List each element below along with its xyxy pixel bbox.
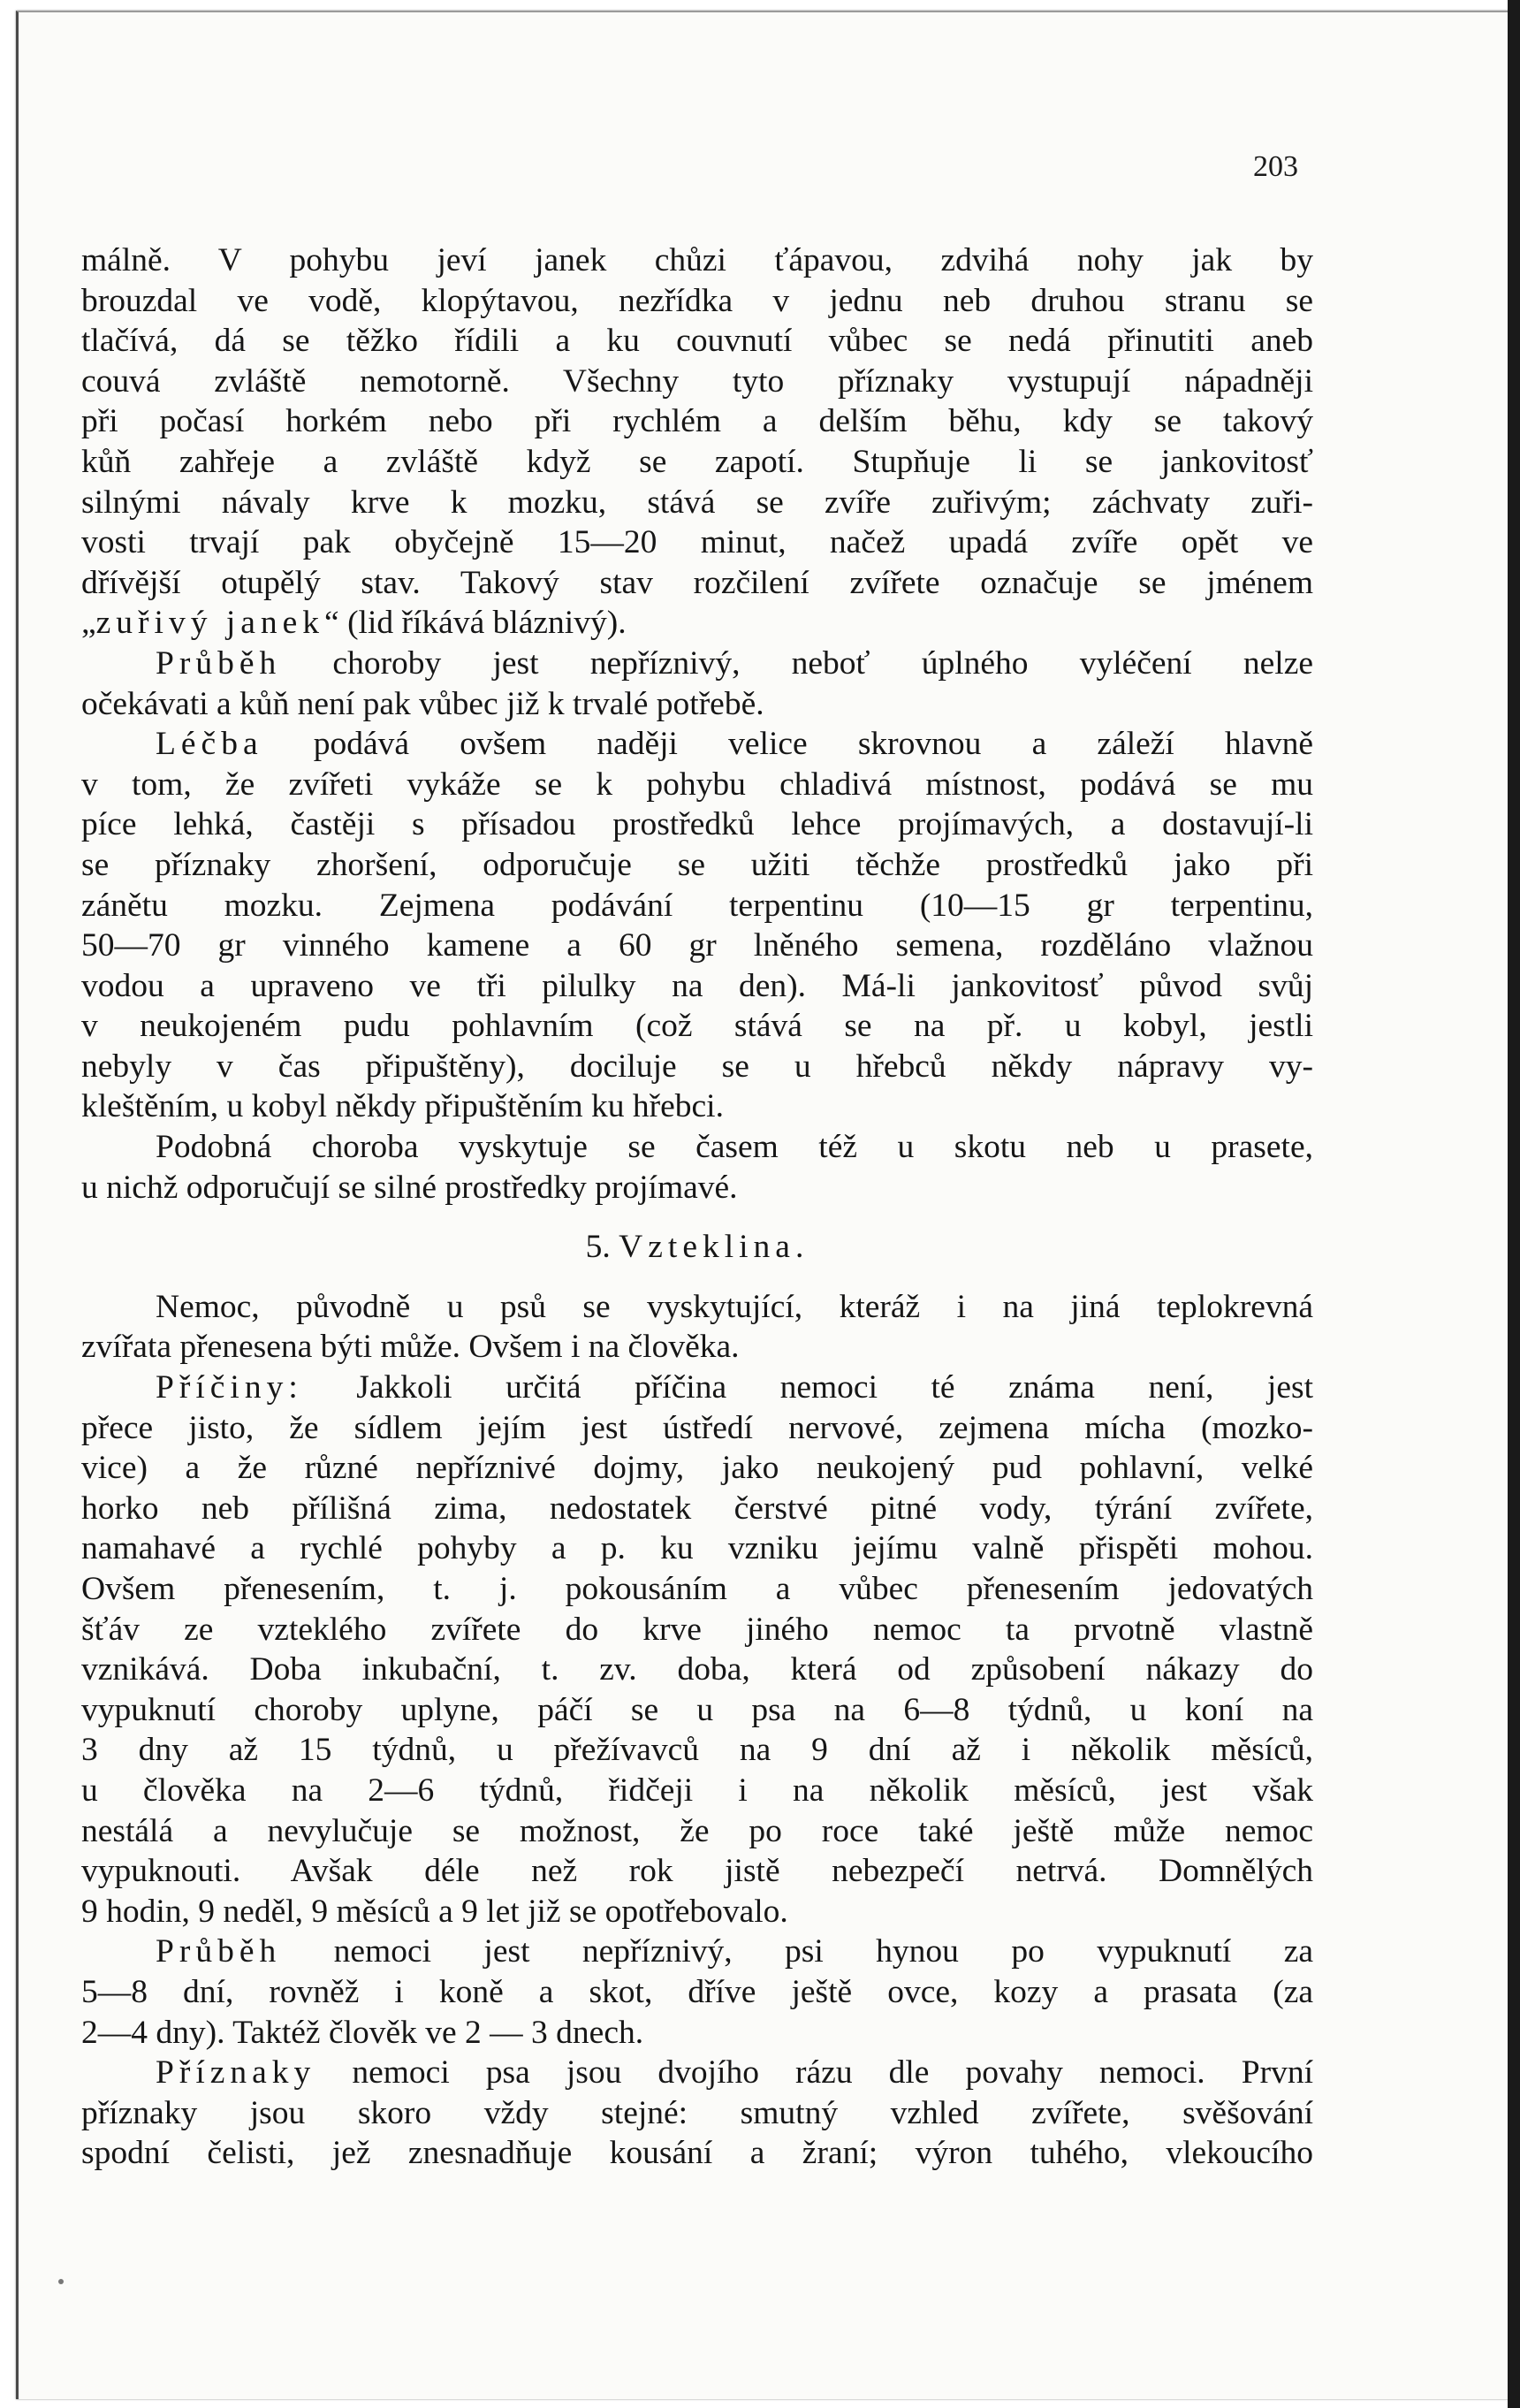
paragraph-1-line-7: silnými návaly krve k mozku, stává se zvíře zuřivým; záchvaty zuři- [81, 484, 1313, 521]
paragraph-8-text: nemoci psa jsou dvojího rázu dle povahy nemoci. První [315, 2054, 1313, 2092]
paragraph-3-line-7: vodou a upraveno ve tři pilulky na den). Má-li jankovitosť původ svůj [81, 967, 1313, 1004]
paragraph-6-line-7: šťáv ze vzteklého zvířete do krve jiného nemoc ta prvotně vlastně [81, 1611, 1313, 1648]
paragraph-1-line-9: dřívější otupělý stav. Takový stav rozčilení zvířete označuje se jménem [81, 564, 1313, 601]
paragraph-7-line-1 [81, 1932, 1313, 1972]
term-zurivy-janek: zuřivý janek [95, 605, 325, 642]
paragraph-6-text: Jakkoli určitá příčina nemoci té známa není, jest [302, 1369, 1313, 1406]
paragraph-3-line-6: 50—70 gr vinného kamene a 60 gr lněného semena, rozděláno vlažnou [81, 927, 1313, 964]
term-priciny: Příčiny: [156, 1369, 303, 1406]
paragraph-6-line-6: Ovšem přenesením, t. j. pokousáním a vůbec přenesením jedovatých [81, 1571, 1313, 1607]
paragraph-6-line-10: 3 dny až 15 týdnů, u přežívavců na 9 dní až i několik měsíců, [81, 1732, 1313, 1769]
paragraph-1-line-2: brouzdal ve vodě, klopýtavou, nezřídka v jednu neb druhou stranu se [81, 282, 1313, 319]
paragraph-1-line-10 [81, 603, 1313, 644]
paragraph-6-line-13: vypuknouti. Avšak déle než rok jistě nebezpečí netrvá. Domnělých [81, 1853, 1313, 1890]
paragraph-3-line-1 [81, 724, 1313, 765]
scan-speck [58, 2279, 64, 2284]
paragraph-8-line-2: příznaky jsou skoro vždy stejné: smutný vzhled zvířete, svěšování [81, 2094, 1313, 2131]
page-number: 203 [1253, 150, 1298, 183]
paragraph-1-line-4: couvá zvláště nemotorně. Všechny tyto příznaky vystupují nápadněji [81, 362, 1313, 400]
paragraph-6-line-14: 9 hodin, 9 neděl, 9 měsíců a 9 let již se opotřebovalo. [81, 1893, 788, 1930]
paragraph-7-text: nemoci jest nepříznivý, psi hynou po vypuknutí za [281, 1933, 1313, 1970]
paragraph-6-line-5: namahavé a rychlé pohyby a p. ku vzniku jejímu valně přispěti mohou. [81, 1530, 1313, 1567]
paragraph-6-line-1 [81, 1368, 1313, 1408]
paragraph-8-line-1 [81, 2053, 1313, 2093]
paragraph-4-line-2: u nichž odporučují se silné prostředky projímavé. [81, 1169, 738, 1206]
paragraph-6-line-8: vznikává. Doba inkubační, t. zv. doba, která od způsobení nákazy do [81, 1651, 1313, 1688]
paragraph-3-line-2: v tom, že zvířeti vykáže se k pohybu chladivá místnost, podává se mu [81, 766, 1313, 803]
paragraph-1-line-6: kůň zahřeje a zvláště když se zapotí. Stupňuje li se jankovitosť [81, 443, 1313, 480]
paragraph-6-line-4: horko neb přílišná zima, nedostatek čerstvé pitné vody, týrání zvířete, [81, 1490, 1313, 1527]
section-number: 5. [585, 1229, 611, 1266]
paragraph-6-line-3: vice) a že různé nepříznivé dojmy, jako neukojený pud pohlavní, velké [81, 1450, 1313, 1487]
term-prubeh-nemoci: Průběh [156, 1933, 282, 1970]
paragraph-3-line-5: zánětu mozku. Zejmena podávání terpentinu (10—15 gr terpentinu, [81, 887, 1313, 924]
term-lecba: Léčba [156, 726, 263, 763]
paragraph-7-line-3: 2—4 dny). Taktéž člověk ve 2 — 3 dnech. [81, 2014, 644, 2051]
paragraph-3-line-8: v neukojeném pudu pohlavním (což stává se na př. u kobyl, jestli [81, 1008, 1313, 1045]
scan-edge [1508, 0, 1520, 2408]
paragraph-5-line-2: zvířata přenesena býti může. Ovšem i na člověka. [81, 1329, 740, 1366]
paragraph-2-line-1 [81, 644, 1313, 684]
paragraph-3-line-10: kleštěním, u kobyl někdy připuštěním ku hřebci. [81, 1088, 724, 1125]
term-prubeh: Průběh [156, 644, 282, 682]
section-title: Vzteklina. [619, 1229, 809, 1266]
body-text [81, 240, 1313, 2174]
paragraph-5-line-1: Nemoc, původně u psů se vyskytující, kteráž i na jiná teplokrevná [156, 1288, 1313, 1325]
paragraph-1-line-5: při počasí horkém nebo při rychlém a delším běhu, kdy se takový [81, 403, 1313, 440]
paragraph-1-line-1: málně. V pohybu jeví janek chůzi ťápavou, zdvihá nohy jak by [81, 242, 1313, 278]
paragraph-3-text: podává ovšem naději velice skrovnou a záleží hlavně [262, 726, 1313, 763]
paragraph-7-line-2: 5—8 dní, rovněž i koně a skot, dříve ještě ovce, kozy a prasata (za [81, 1973, 1313, 2010]
paragraph-6-line-11: u člověka na 2—6 týdnů, řidčeji i na několik měsíců, jest však [81, 1772, 1313, 1809]
paragraph-8-line-3: spodní čelisti, jež znesnadňuje kousání a žraní; výron tuhého, vlekoucího [81, 2135, 1313, 2172]
term-priznaky: Příznaky [156, 2054, 316, 2092]
open-quote: „ [81, 605, 96, 642]
paragraph-1-line-8: vosti trvají pak obyčejně 15—20 minut, načež upadá zvíře opět ve [81, 524, 1313, 561]
paragraph-1-line-3: tlačívá, dá se těžko řídili a ku couvnutí vůbec se nedá přinutiti aneb [81, 323, 1313, 360]
paragraph-3-line-4: se příznaky zhoršení, odporučuje se užiti těchže prostředků jako při [81, 846, 1313, 883]
paragraph-2-text: choroby jest nepříznivý, neboť úplného vyléčení nelze [281, 644, 1313, 682]
paragraph-4-line-1: Podobná choroba vyskytuje se časem též u skotu neb u prasete, [156, 1129, 1313, 1166]
paragraph-6-line-2: přece jisto, že sídlem jejím jest ústředí nervové, zejmena mícha (mozko- [81, 1409, 1313, 1446]
paragraph-1-tail: “ (lid říkává bláznivý). [324, 605, 627, 642]
paragraph-2-line-2: očekávati a kůň není pak vůbec již k trvalé potřebě. [81, 685, 764, 722]
paragraph-6-line-9: vypuknutí choroby uplyne, páčí se u psa na 6—8 týdnů, u koní na [81, 1691, 1313, 1728]
section-heading [81, 1227, 1313, 1268]
paragraph-3-line-9: nebyly v čas připuštěny), dociluje se u hřebců někdy nápravy vy- [81, 1048, 1313, 1085]
paragraph-3-line-3: píce lehká, častěji s přísadou prostředků lehce projímavých, a dostavují-li [81, 806, 1313, 843]
paragraph-6-line-12: nestálá a nevylučuje se možnost, že po roce také ještě může nemoc [81, 1812, 1313, 1849]
